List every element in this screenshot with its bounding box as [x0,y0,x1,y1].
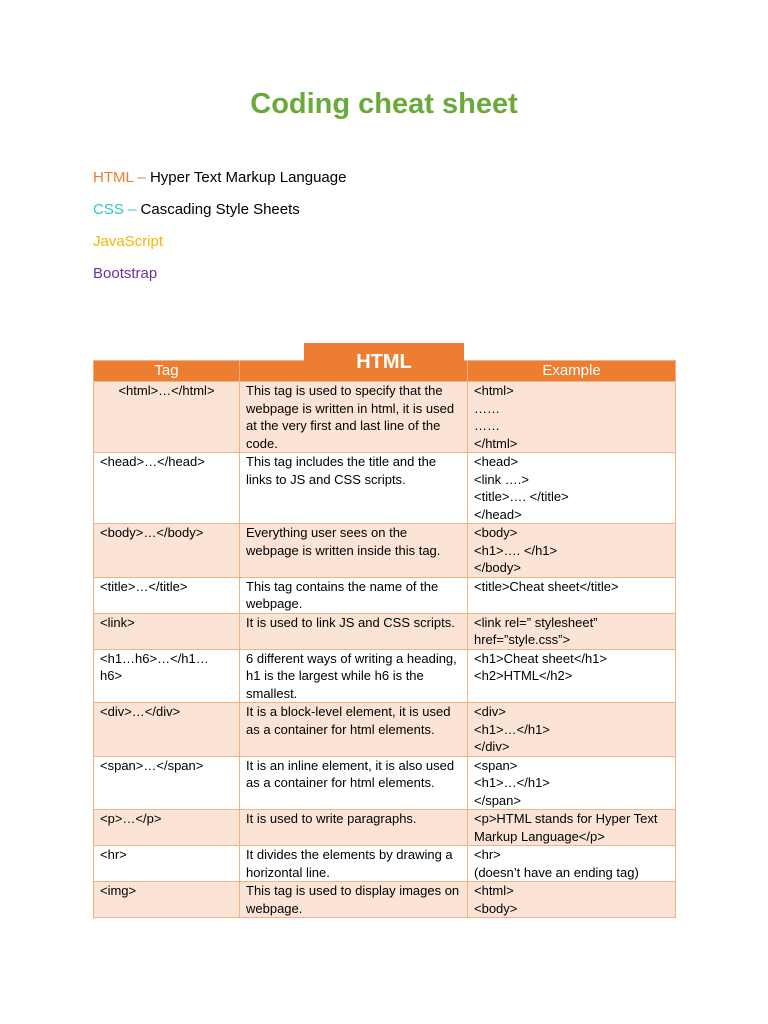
definition-bootstrap [93,264,346,296]
description-cell: Everything user sees on the webpage is written inside this tag. [240,524,468,578]
example-cell: <body> <h1>…. </h1> </body> [468,524,676,578]
tag-cell: <title>…</title> [94,577,240,613]
table-row [94,453,676,524]
example-cell: <html> <body> [468,882,676,918]
definition-value: Cascading Style Sheets [140,201,300,218]
table-row [94,613,676,649]
tag-cell: <hr> [94,846,240,882]
description-cell: It is a block-level element, it is used as a container for html elements. [240,703,468,757]
table-row [94,810,676,846]
description-cell: It is used to link JS and CSS scripts. [240,613,468,649]
example-cell: <link rel=” stylesheet” href=”style.css”> [468,613,676,649]
tag-cell: <div>…</div> [94,703,240,757]
definition-value: Hyper Text Markup Language [149,169,347,186]
definition-key: HTML – [93,169,150,186]
tag-cell: <span>…</span> [94,756,240,810]
tag-cell: <link> [94,613,240,649]
tag-cell: <body>…</body> [94,524,240,578]
description-cell: This tag contains the name of the webpage. [240,577,468,613]
example-cell: <hr> (doesn’t have an ending tag) [468,846,676,882]
table-row [94,577,676,613]
definitions-list [93,168,346,296]
definition-key: CSS – [93,201,141,218]
tag-cell: <p>…</p> [94,810,240,846]
description-cell: It is an inline element, it is also used as a container for html elements. [240,756,468,810]
example-cell: <div> <h1>…</h1> </div> [468,703,676,757]
table-row [94,703,676,757]
example-cell: <p>HTML stands for Hyper Text Markup Language</p> [468,810,676,846]
column-header-tag: Tag [94,361,240,382]
definition-key: JavaScript [93,233,164,250]
description-cell: This tag is used to specify that the webpage is written in html, it is used at the very first and last line of the code. [240,382,468,453]
table-row [94,524,676,578]
table-row [94,756,676,810]
table-row [94,846,676,882]
column-header-example: Example [468,361,676,382]
definition-javascript [93,232,346,264]
description-cell: It divides the elements by drawing a horizontal line. [240,846,468,882]
definition-html [93,168,346,200]
table-section-tab: HTML [304,343,464,381]
example-cell: <h1>Cheat sheet</h1> <h2>HTML</h2> [468,649,676,703]
description-cell: This tag includes the title and the links to JS and CSS scripts. [240,453,468,524]
tag-cell: <img> [94,882,240,918]
example-cell: <span> <h1>…</h1> </span> [468,756,676,810]
example-cell: <head> <link ….> <title>…. </title> </head> [468,453,676,524]
description-cell: 6 different ways of writing a heading, h1 is the largest while h6 is the smallest. [240,649,468,703]
table-row [94,382,676,453]
table-row [94,649,676,703]
page-title: Coding cheat sheet [250,88,518,120]
table-row [94,882,676,918]
tag-cell: <h1…h6>…</h1… h6> [94,649,240,703]
example-cell: <html> …… …… </html> [468,382,676,453]
description-cell: This tag is used to display images on webpage. [240,882,468,918]
definition-key: Bootstrap [93,265,158,282]
description-cell: It is used to write paragraphs. [240,810,468,846]
tag-cell: <head>…</head> [94,453,240,524]
tag-cell: <html>…</html> [94,382,240,453]
html-tags-table [93,360,676,918]
example-cell: <title>Cheat sheet</title> [468,577,676,613]
definition-css [93,200,346,232]
